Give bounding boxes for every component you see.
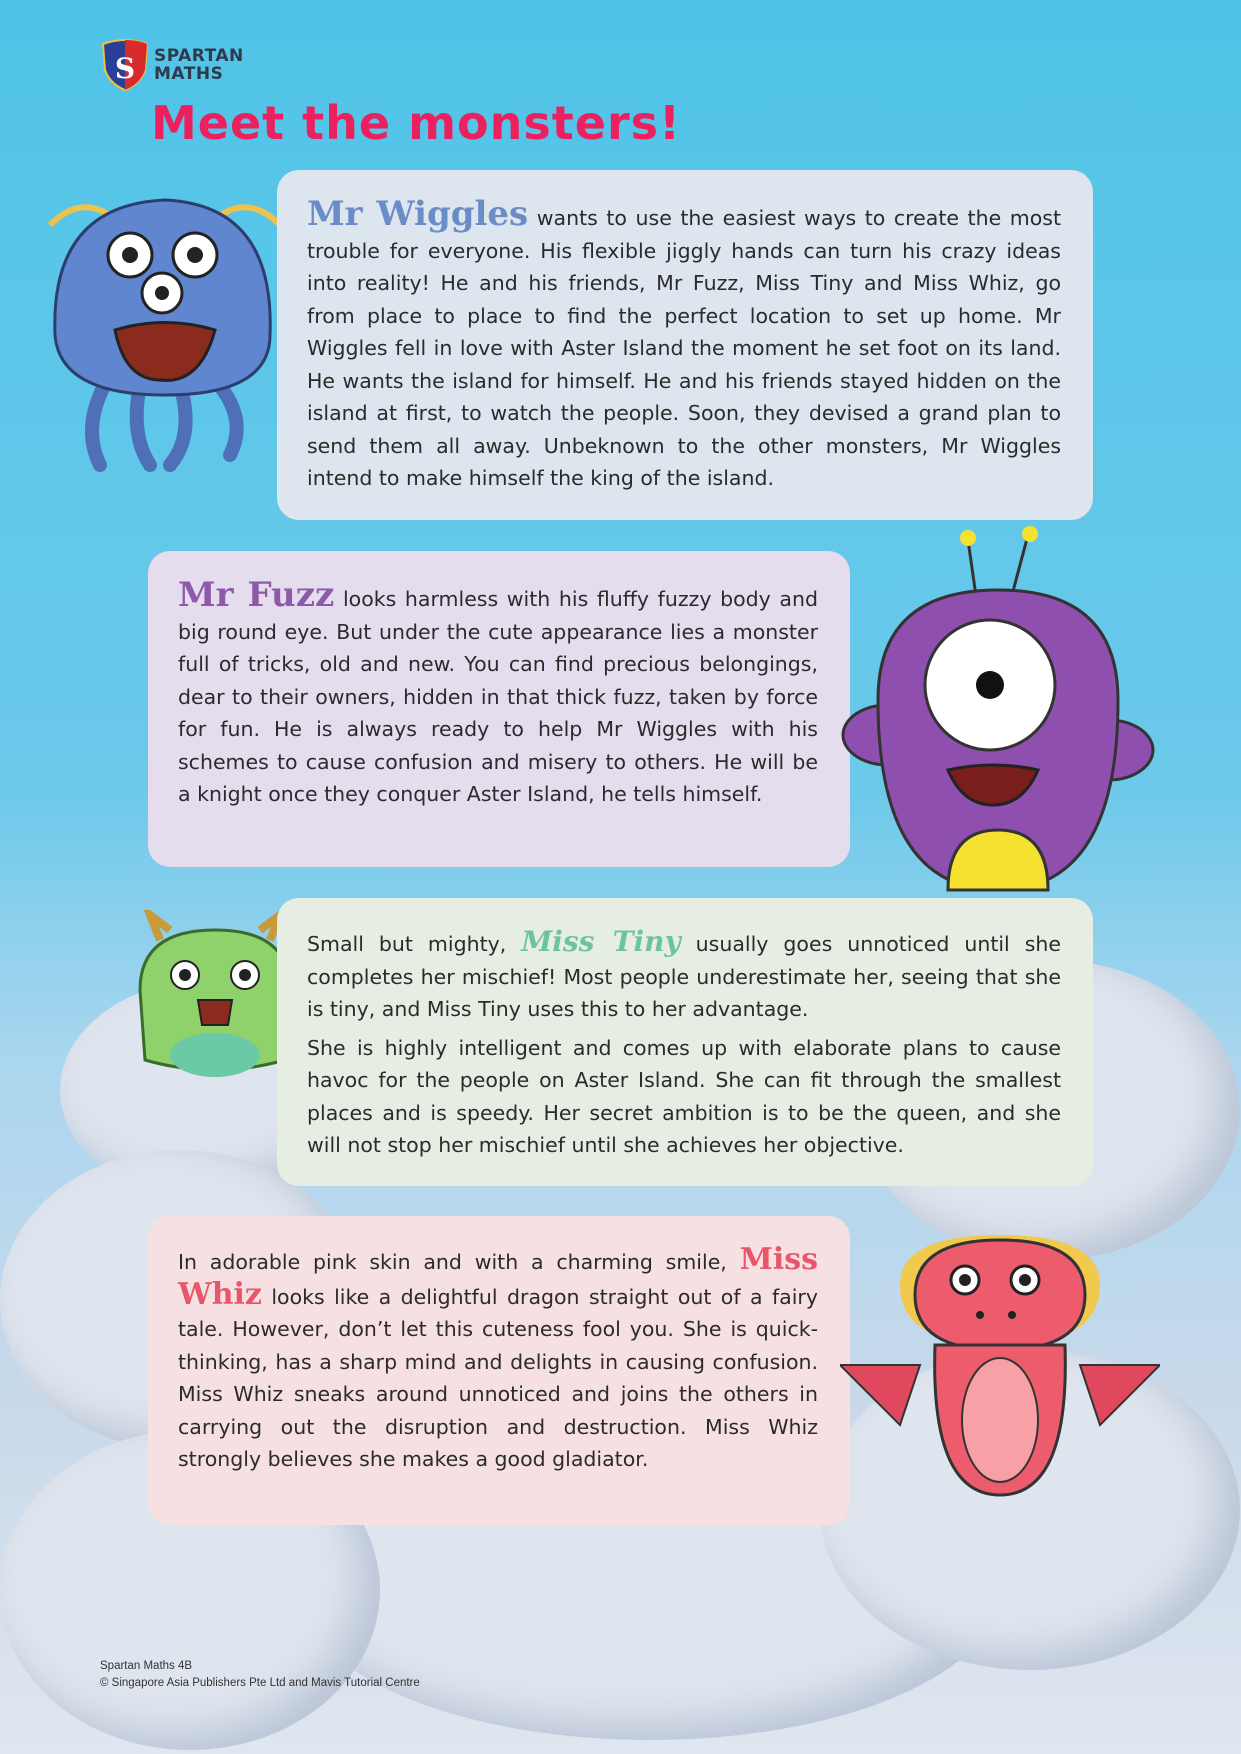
mr-wiggles-name: Mr Wiggles: [307, 194, 529, 234]
miss-tiny-description-2: She is highly intelligent and comes up with elaborate plans to cause havoc for the people on Aster Island. She can fit through the smallest places and is speedy. Her secret ambition is to be the queen, and she will not stop her mischief until she achieves her objective.: [307, 1035, 1061, 1157]
page-title: Meet the monsters!: [151, 96, 682, 150]
mr-fuzz-illustration: [838, 520, 1158, 900]
logo: [100, 38, 244, 92]
miss-whiz-illustration: [840, 1225, 1160, 1505]
miss-whiz-card: [148, 1216, 850, 1525]
miss-tiny-card: [277, 898, 1093, 1186]
footer: [100, 1658, 420, 1692]
logo-line1: SPARTAN: [154, 46, 244, 66]
miss-whiz-description: looks like a delightful dragon straight out of a fairy tale. However, don’t let this cuteness fool you. She is quick-thinking, has a sharp mind and delights in causing confusion. Miss Whiz sneaks around unnoticed and joins the others in carrying out the disruption and destruction. Miss Whiz strongly believes she makes a good gladiator.: [178, 1284, 818, 1471]
mr-fuzz-name: Mr Fuzz: [178, 575, 335, 615]
miss-tiny-name: Miss Tiny: [521, 925, 681, 958]
footer-book-title: Spartan Maths 4B: [100, 1660, 193, 1672]
miss-whiz-name: Miss Whiz: [178, 1242, 818, 1312]
footer-copyright: © Singapore Asia Publishers Pte Ltd and Mavis Tutorial Centre: [100, 1677, 420, 1689]
mr-wiggles-description: wants to use the easiest ways to create the most trouble for everyone. His flexible jiggly hands can turn his crazy ideas into reality! He and his friends, Mr Fuzz, Miss Tiny and Miss Whiz, go from place to place to find the perfect location to set up home. Mr Wiggles fell in love with Aster Island the moment he set foot on its land. He wants the island for himself. He and his friends stayed hidden on the island at first, to watch the people. Soon, they devised a grand plan to send them all away. Unbeknown to the other monsters, Mr Wiggles intend to make himself the king of the island.: [307, 206, 1062, 490]
miss-whiz-intro: In adorable pink skin and with a charming smile,: [178, 1250, 740, 1274]
mr-wiggles-card: [277, 170, 1093, 520]
mr-fuzz-card: [148, 551, 850, 867]
mr-wiggles-illustration: [30, 165, 300, 475]
miss-tiny-intro: Small but mighty,: [307, 932, 522, 956]
shield-logo-icon: [100, 38, 150, 92]
logo-badge-letter: S: [114, 52, 136, 85]
logo-line2: MATHS: [154, 64, 224, 84]
miss-tiny-description: usually goes unnoticed until she completes her mischief! Most people underestimate her, seeing that she is tiny, and Miss Tiny uses this to her advantage.: [307, 932, 1062, 1021]
mr-fuzz-description: looks harmless with his fluffy fuzzy body and big round eye. But under the cute appearance lies a monster full of tricks, old and new. You can find precious belongings, dear to their owners, hidden in that thick fuzz, taken by force for fun. He is always ready to help Mr Wiggles with his schemes to cause confusion and misery to others. He will be a knight once they conquer Aster Island, he tells himself.: [178, 587, 818, 806]
